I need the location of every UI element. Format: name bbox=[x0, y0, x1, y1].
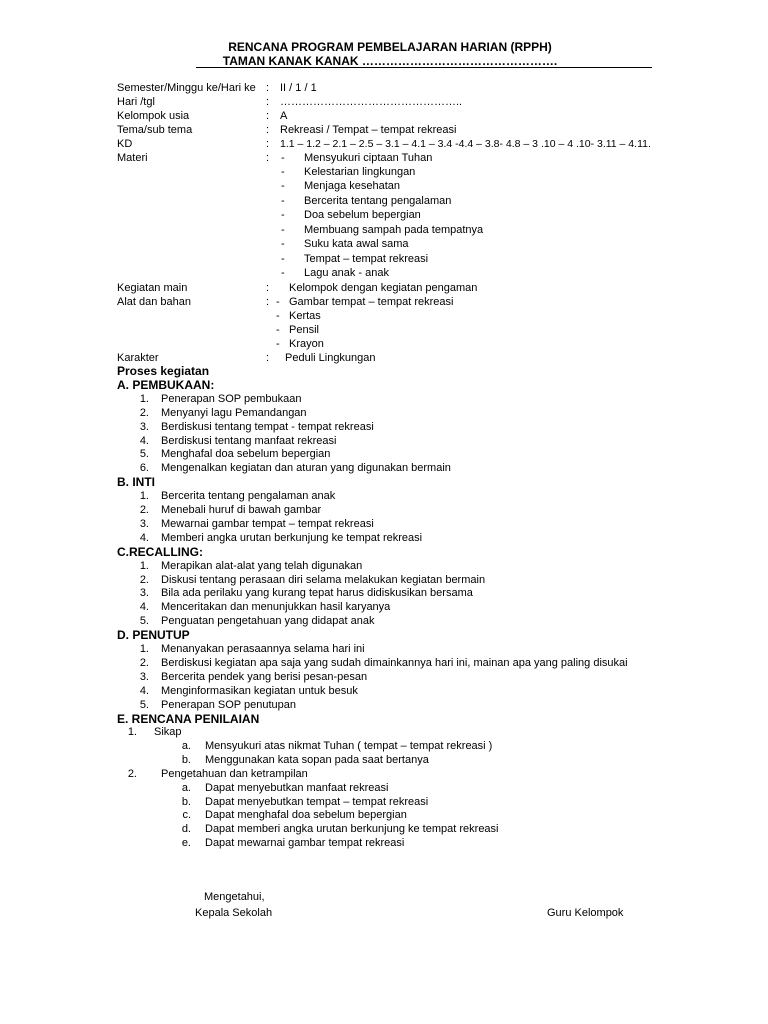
meta-colon: : bbox=[266, 110, 270, 122]
meta-value-semester: II / 1 / 1 bbox=[280, 82, 317, 94]
document-title: RENCANA PROGRAM PEMBELAJARAN HARIAN (RPPH) bbox=[228, 40, 552, 54]
list-number: 2. bbox=[139, 574, 149, 586]
meta-colon: : bbox=[266, 296, 270, 308]
section-heading-recalling: C.RECALLING: bbox=[117, 545, 203, 559]
alat-item: Kertas bbox=[289, 310, 321, 322]
list-number: 3. bbox=[139, 518, 149, 530]
sikap-label: Sikap bbox=[154, 726, 182, 738]
list-dash: - bbox=[276, 324, 280, 336]
proses-heading: Proses kegiatan bbox=[117, 364, 210, 378]
meta-colon: : bbox=[266, 138, 270, 150]
materi-item: Tempat – tempat rekreasi bbox=[304, 253, 429, 265]
list-item: Memberi angka urutan berkunjung ke tempat rekreasi bbox=[161, 532, 423, 544]
list-number: 1. bbox=[139, 560, 149, 572]
list-item: Bercerita pendek yang berisi pesan-pesan bbox=[161, 671, 368, 683]
alat-label: Alat dan bahan bbox=[117, 296, 192, 308]
karakter-value: Peduli Lingkungan bbox=[285, 352, 376, 364]
pengetahuan-item: Dapat menyebutkan manfaat rekreasi bbox=[205, 782, 389, 794]
list-number: 1. bbox=[139, 643, 149, 655]
pengetahuan-item: Dapat menghafal doa sebelum bepergian bbox=[205, 809, 407, 821]
meta-colon: : bbox=[266, 352, 270, 364]
list-item: Mengenalkan kegiatan dan aturan yang digunakan bermain bbox=[161, 462, 451, 474]
title-underline bbox=[196, 67, 652, 68]
list-number: 1. bbox=[139, 393, 149, 405]
meta-colon: : bbox=[266, 282, 270, 294]
list-number: 5. bbox=[139, 699, 149, 711]
list-item: Bila ada perilaku yang kurang tepat harus didiskusikan bersama bbox=[161, 587, 473, 599]
alat-item: Krayon bbox=[289, 338, 324, 350]
list-dash: - bbox=[281, 152, 285, 164]
list-item: Merapikan alat-alat yang telah digunakan bbox=[161, 560, 363, 572]
meta-colon: : bbox=[266, 96, 270, 108]
list-item: Menanyakan perasaannya selama hari ini bbox=[161, 643, 365, 655]
list-dash: - bbox=[281, 195, 285, 207]
meta-colon: : bbox=[266, 82, 270, 94]
alat-item: Pensil bbox=[289, 324, 319, 336]
sub-letter: b. bbox=[181, 796, 191, 808]
meta-value-age-group: A bbox=[280, 110, 288, 122]
list-dash: - bbox=[281, 180, 285, 192]
materi-item: Kelestarian lingkungan bbox=[304, 166, 416, 178]
list-dash: - bbox=[281, 253, 285, 265]
materi-item: Suku kata awal sama bbox=[304, 238, 409, 250]
materi-item: Bercerita tentang pengalaman bbox=[304, 195, 452, 207]
sub-letter: a. bbox=[181, 740, 191, 752]
sikap-item: Mensyukuri atas nikmat Tuhan ( tempat – tempat rekreasi ) bbox=[205, 740, 493, 752]
kepala-sekolah-label: Kepala Sekolah bbox=[195, 907, 273, 919]
list-number: 4. bbox=[139, 601, 149, 613]
meta-label-kd: KD bbox=[117, 138, 133, 150]
list-item: Berdiskusi tentang tempat - tempat rekreasi bbox=[161, 421, 374, 433]
list-item: Berdiskusi kegiatan apa saja yang sudah dimainkannya hari ini, mainan apa yang paling disukai bbox=[161, 657, 628, 669]
list-number: 3. bbox=[139, 671, 149, 683]
materi-item: Lagu anak - anak bbox=[304, 267, 390, 279]
list-item: Diskusi tentang perasaan diri selama melakukan kegiatan bermain bbox=[161, 574, 486, 586]
sikap-item: Menggunakan kata sopan pada saat bertanya bbox=[205, 754, 429, 766]
meta-label-theme: Tema/sub tema bbox=[117, 124, 193, 136]
list-item: Menceritakan dan menunjukkan hasil karyanya bbox=[161, 601, 391, 613]
list-dash: - bbox=[281, 166, 285, 178]
list-item: Menghafal doa sebelum bepergian bbox=[161, 448, 331, 460]
list-dash: - bbox=[281, 267, 285, 279]
section-heading-penilaian: E. RENCANA PENILAIAN bbox=[117, 712, 260, 726]
meta-label-date: Hari /tgl bbox=[117, 96, 155, 108]
list-item: Mewarnai gambar tempat – tempat rekreasi bbox=[161, 518, 374, 530]
alat-item: Gambar tempat – tempat rekreasi bbox=[289, 296, 454, 308]
list-number: 1. bbox=[127, 726, 137, 738]
list-dash: - bbox=[281, 224, 285, 236]
sub-letter: e. bbox=[181, 837, 191, 849]
materi-label: Materi bbox=[117, 152, 148, 164]
list-item: Menginformasikan kegiatan untuk besuk bbox=[161, 685, 358, 697]
list-number: 6. bbox=[139, 462, 149, 474]
list-dash: - bbox=[281, 209, 285, 221]
list-number: 4. bbox=[139, 532, 149, 544]
list-dash: - bbox=[281, 238, 285, 250]
list-number: 3. bbox=[139, 587, 149, 599]
meta-value-theme: Rekreasi / Tempat – tempat rekreasi bbox=[280, 124, 457, 136]
list-number: 2. bbox=[127, 768, 137, 780]
sub-letter: a. bbox=[181, 782, 191, 794]
list-item: Penerapan SOP pembukaan bbox=[161, 393, 302, 405]
section-heading-inti: B. INTI bbox=[117, 475, 155, 489]
sub-letter: c. bbox=[182, 809, 191, 821]
materi-item: Mensyukuri ciptaan Tuhan bbox=[304, 152, 433, 164]
list-number: 3. bbox=[139, 421, 149, 433]
pengetahuan-item: Dapat memberi angka urutan berkunjung ke tempat rekreasi bbox=[205, 823, 499, 835]
pengetahuan-label: Pengetahuan dan ketrampilan bbox=[161, 768, 308, 780]
section-heading-penutup: D. PENUTUP bbox=[117, 628, 190, 642]
list-item: Menebali huruf di bawah gambar bbox=[161, 504, 322, 516]
list-number: 5. bbox=[139, 615, 149, 627]
list-item: Menyanyi lagu Pemandangan bbox=[161, 407, 307, 419]
list-item: Berdiskusi tentang manfaat rekreasi bbox=[161, 435, 337, 447]
list-item: Penguatan pengetahuan yang didapat anak bbox=[161, 615, 375, 627]
meta-colon: : bbox=[266, 124, 270, 136]
pengetahuan-item: Dapat mewarnai gambar tempat rekreasi bbox=[205, 837, 405, 849]
list-number: 2. bbox=[139, 504, 149, 516]
list-number: 5. bbox=[139, 448, 149, 460]
list-number: 4. bbox=[139, 685, 149, 697]
meta-label-semester: Semester/Minggu ke/Hari ke bbox=[117, 82, 256, 94]
school-name-line: TAMAN KANAK KANAK …………………………………………. bbox=[222, 54, 558, 68]
list-item: Bercerita tentang pengalaman anak bbox=[161, 490, 336, 502]
guru-kelompok-label: Guru Kelompok bbox=[547, 907, 624, 919]
meta-label-age-group: Kelompok usia bbox=[117, 110, 190, 122]
list-number: 1. bbox=[139, 490, 149, 502]
kegiatan-main-label: Kegiatan main bbox=[117, 282, 188, 294]
materi-item: Membuang sampah pada tempatnya bbox=[304, 224, 484, 236]
meta-colon: : bbox=[266, 152, 270, 164]
list-number: 4. bbox=[139, 435, 149, 447]
section-heading-pembukaan: A. PEMBUKAAN: bbox=[117, 378, 215, 392]
list-number: 2. bbox=[139, 407, 149, 419]
meta-value-date: ………………………………………….. bbox=[280, 96, 463, 108]
materi-item: Menjaga kesehatan bbox=[304, 180, 401, 192]
sub-letter: d. bbox=[181, 823, 191, 835]
list-dash: - bbox=[276, 310, 280, 322]
list-item: Penerapan SOP penutupan bbox=[161, 699, 296, 711]
list-number: 2. bbox=[139, 657, 149, 669]
karakter-label: Karakter bbox=[117, 352, 159, 364]
meta-value-kd: 1.1 – 1.2 – 2.1 – 2.5 – 3.1 – 4.1 – 3.4 -4.4 – 3.8- 4.8 – 3 .10 – 4 .10- 3.11 – 4.11. bbox=[280, 138, 651, 150]
sub-letter: b. bbox=[181, 754, 191, 766]
pengetahuan-item: Dapat menyebutkan tempat – tempat rekreasi bbox=[205, 796, 429, 808]
mengetahui-text: Mengetahui, bbox=[204, 891, 265, 903]
kegiatan-main-value: Kelompok dengan kegiatan pengaman bbox=[289, 282, 478, 294]
materi-item: Doa sebelum bepergian bbox=[304, 209, 421, 221]
list-dash: - bbox=[276, 296, 280, 308]
list-dash: - bbox=[276, 338, 280, 350]
